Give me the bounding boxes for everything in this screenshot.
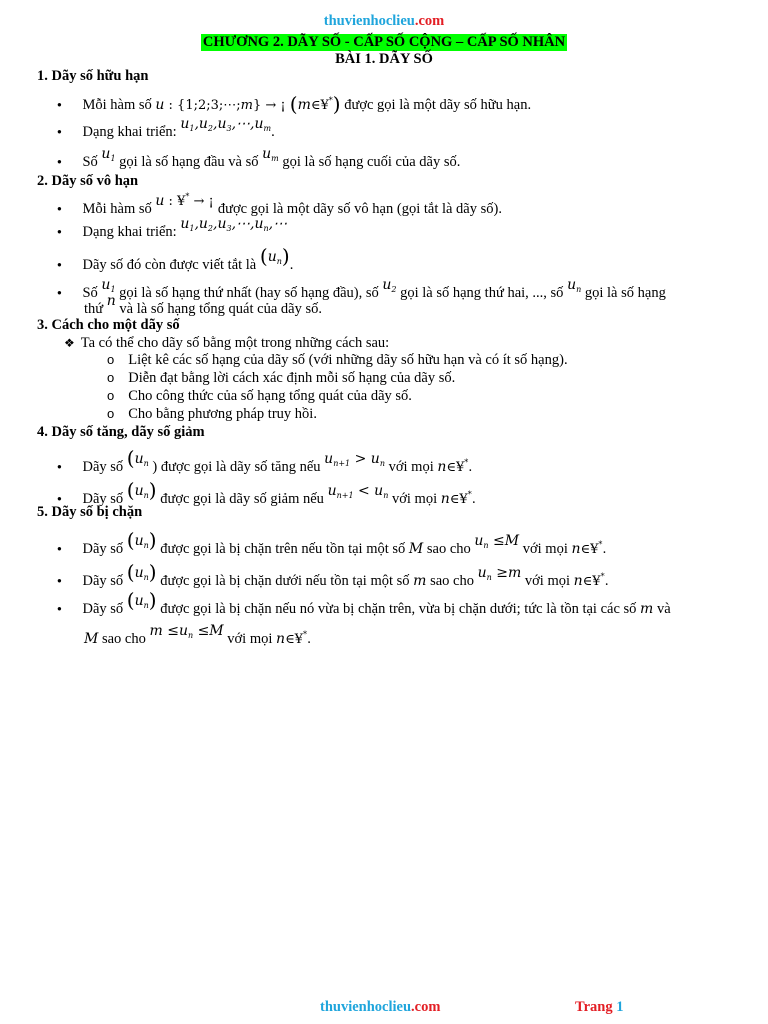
s1-item-3-a: Số — [82, 154, 98, 170]
s1-formula-domain: : {1;2;3;⋯;m} → ¡ — [164, 98, 290, 113]
s1-expansion: $u_1,u_2,u_3,\cdots,u_m$ — [180, 116, 272, 133]
s3-intro: ❖ Ta có thể cho dãy số bằng một trong những cách sau: — [64, 335, 389, 352]
s5-item-2-a: Dãy số — [82, 573, 124, 589]
s4-domain-1: n — [437, 459, 447, 475]
section-1-heading: 1. Dãy số hữu hạn — [37, 68, 149, 84]
s1-um: $u_m$ — [262, 146, 279, 163]
s1-item-3-c: gọi là số hạng cuối của dãy số. — [282, 154, 461, 170]
s2-item-3-text: Dãy số đó còn được viết tắt là — [82, 257, 257, 273]
s5-upper-cond: $u_n \le M$ — [474, 533, 520, 550]
s4-item-1-a: Dãy số — [82, 459, 124, 475]
s2-formula-domain: : ¥* → ¡ — [164, 192, 218, 209]
s5-item-2-voi: với mọi — [524, 573, 571, 589]
site-name-bottom[interactable] — [320, 999, 440, 1016]
s4-decreasing-cond: $u_{n+1} < u_n$ — [327, 483, 389, 500]
s5-item-3-cont: M sao cho $m \le u_n \le M$ với mọi n∈¥*. — [84, 623, 312, 647]
footer-site-part1: thuvienhoclieu — [320, 999, 412, 1015]
s2-u2: $u_2$ — [382, 277, 397, 294]
s5-M-3: M — [84, 631, 99, 647]
s1-item-2-text: Dạng khai triển: — [82, 124, 177, 140]
s2-item-1-text: Mỗi hàm số — [82, 201, 152, 217]
site-name-part1: thuvienhoclieu — [323, 13, 415, 29]
s5-item-2-saocho: sao cho — [430, 573, 474, 589]
s4-item-2: ● Dãy số $(u_n)$ được gọi là dãy số giảm nếu $u_{n+1} < u_n$ với mọi n∈¥*. — [57, 486, 476, 512]
s1-item-2: ● Dạng khai triển: $u_1,u_2,u_3,\cdots,u_m$. — [57, 124, 275, 145]
s2-item-1-end: được gọi là một dãy số vô hạn (gọi tắt là dãy số). — [217, 201, 502, 217]
s5-item-1-voi: với mọi — [522, 541, 568, 557]
s5-item-2-b: được gọi là bị chặn dưới nếu tồn tại một số — [160, 573, 410, 589]
s4-seq-1: ($u_n$ — [126, 446, 149, 470]
page-label: Trang — [575, 999, 613, 1015]
s1-item-3 — [57, 146, 461, 175]
s5-item-3-b: được gọi là bị chặn nếu nó vừa bị chặn trên, vừa bị chặn dưới; tức là tồn tại các số — [160, 601, 637, 617]
s1-item-1-end: được gọi là một dãy số hữu hạn. — [344, 97, 532, 113]
s2-u1: $u_1$ — [101, 277, 116, 294]
s5-item-2: ● Dãy số $(u_n)$ được gọi là bị chặn dưới nếu tồn tại một số m sao cho $u_n \ge m$ với mọi n∈¥*. — [57, 568, 609, 594]
s4-seq-2: $(u_n)$ — [126, 478, 157, 502]
s1-item-1-text: Mỗi hàm số — [82, 97, 152, 113]
s2-item-4-b: gọi là số hạng thứ nhất (hay số hạng đầu), số — [119, 285, 379, 301]
s3-item-3: o Cho công thức của số hạng tổng quát của dãy số. — [107, 387, 412, 405]
page-number — [575, 999, 623, 1016]
s1-formula-paren: ( — [289, 92, 298, 116]
s2-item-2 — [57, 216, 288, 245]
s4-domain-2: n — [440, 491, 450, 507]
section-3-heading: 3. Cách cho một dãy số — [37, 317, 180, 333]
lesson-title: BÀI 1. DÃY SỐ — [335, 51, 433, 67]
s2-item-2-text: Dạng khai triển: — [82, 224, 177, 240]
s2-item-4-cont — [84, 293, 322, 318]
s2-item-4-a: Số — [82, 285, 98, 301]
s2-expansion: $u_1,u_2,u_3,\cdots,u_n,\cdots$ — [180, 216, 288, 233]
s3-item-4: o Cho bằng phương pháp truy hồi. — [107, 405, 317, 423]
s3-item-2: o Diễn đạt bằng lời cách xác định mỗi số hạng của dãy số. — [107, 369, 455, 387]
s5-M-1: M — [408, 541, 424, 557]
s4-item-2-voi: với mọi — [391, 491, 438, 507]
s2-item-4-d: gọi là số hạng — [584, 285, 666, 301]
s1-formula-set: ∈¥* — [310, 96, 333, 113]
s5-domain-1: n — [571, 541, 581, 557]
s5-domain-3: n — [276, 631, 286, 647]
s5-item-1: ● Dãy số $(u_n)$ được gọi là bị chặn trên nếu tồn tại một số M sao cho $u_n \le M$ với mọi n∈¥*. — [57, 536, 607, 562]
s4-item-2-b: được gọi là dãy số giảm nếu — [160, 491, 324, 507]
s4-item-2-a: Dãy số — [82, 491, 124, 507]
s2-formula-map: u — [155, 193, 165, 209]
s1-item-1 — [57, 92, 531, 115]
s5-item-1-a: Dãy số — [82, 541, 124, 557]
s1-formula-cond: m — [297, 97, 311, 113]
s5-m-2: m — [413, 573, 427, 589]
s4-item-1-voi: với mọi — [388, 459, 434, 475]
s1-formula-map: u — [155, 97, 165, 113]
chapter-title-wrap — [0, 34, 768, 51]
s2-item-4-f: và là số hạng tổng quát của dãy số. — [119, 301, 322, 317]
s2-item-3: ● Dãy số đó còn được viết tắt là $(u_n)$. — [57, 256, 293, 278]
s1-u1: $u_1$ — [101, 146, 116, 163]
s1-item-3-b: gọi là số hạng đầu và số — [119, 154, 259, 170]
s3-item-1: o Liệt kê các số hạng của dãy số (với những dãy số hữu hạn và có ít số hạng). — [107, 351, 568, 369]
s5-domain-2: n — [573, 573, 583, 589]
page-number-value: 1 — [616, 999, 624, 1015]
s4-item-1-b: ) được gọi là dãy số tăng nếu — [152, 459, 321, 475]
site-name-top[interactable] — [0, 13, 768, 30]
s1-formula-paren-close: ) — [332, 92, 341, 116]
s5-seq-2: $(u_n)$ — [126, 560, 157, 584]
s5-m-3: m — [640, 601, 654, 617]
s5-item-3-va: và — [656, 601, 671, 617]
s5-item-3-voi: với mọi — [227, 631, 273, 647]
s5-item-3-saocho: sao cho — [101, 631, 146, 647]
s5-lower-cond: $u_n \ge m$ — [477, 565, 522, 582]
section-2-heading: 2. Dãy số vô hạn — [37, 173, 139, 189]
site-name-part2: .com — [414, 13, 445, 29]
s5-seq-1: $(u_n)$ — [126, 528, 157, 552]
s4-item-1: ● Dãy số ($u_n$ ) được gọi là dãy số tăng nếu $u_{n+1} > u_n$ với mọi n∈¥*. — [57, 454, 472, 480]
footer-site-part2: .com — [411, 999, 441, 1015]
section-5-heading: 5. Dãy số bị chặn — [37, 504, 143, 520]
s4-increasing-cond: $u_{n+1} > u_n$ — [324, 451, 385, 468]
s5-item-3 — [57, 588, 671, 622]
section-4-heading: 4. Dãy số tăng, dãy số giảm — [37, 424, 205, 440]
s2-notation: $(u_n)$ — [259, 244, 290, 268]
s2-item-4-e: thứ — [84, 301, 104, 317]
s2-un: $u_n$ — [567, 277, 582, 294]
s5-bounded-cond: $m \le u_n \le M$ — [149, 623, 224, 640]
s5-seq-3: $(u_n)$ — [126, 588, 157, 612]
s5-item-3-a: Dãy số — [82, 601, 124, 617]
s2-n: n — [106, 293, 116, 309]
s5-item-1-b: được gọi là bị chặn trên nếu tồn tại một số — [160, 541, 406, 557]
chapter-title: CHƯƠNG 2. DÃY SỐ - CẤP SỐ CỘNG – CẤP SỐ NHÂN — [202, 34, 566, 50]
s2-item-4-c: gọi là số hạng thứ hai, ..., số — [400, 285, 564, 301]
s5-item-1-saocho: sao cho — [426, 541, 471, 557]
